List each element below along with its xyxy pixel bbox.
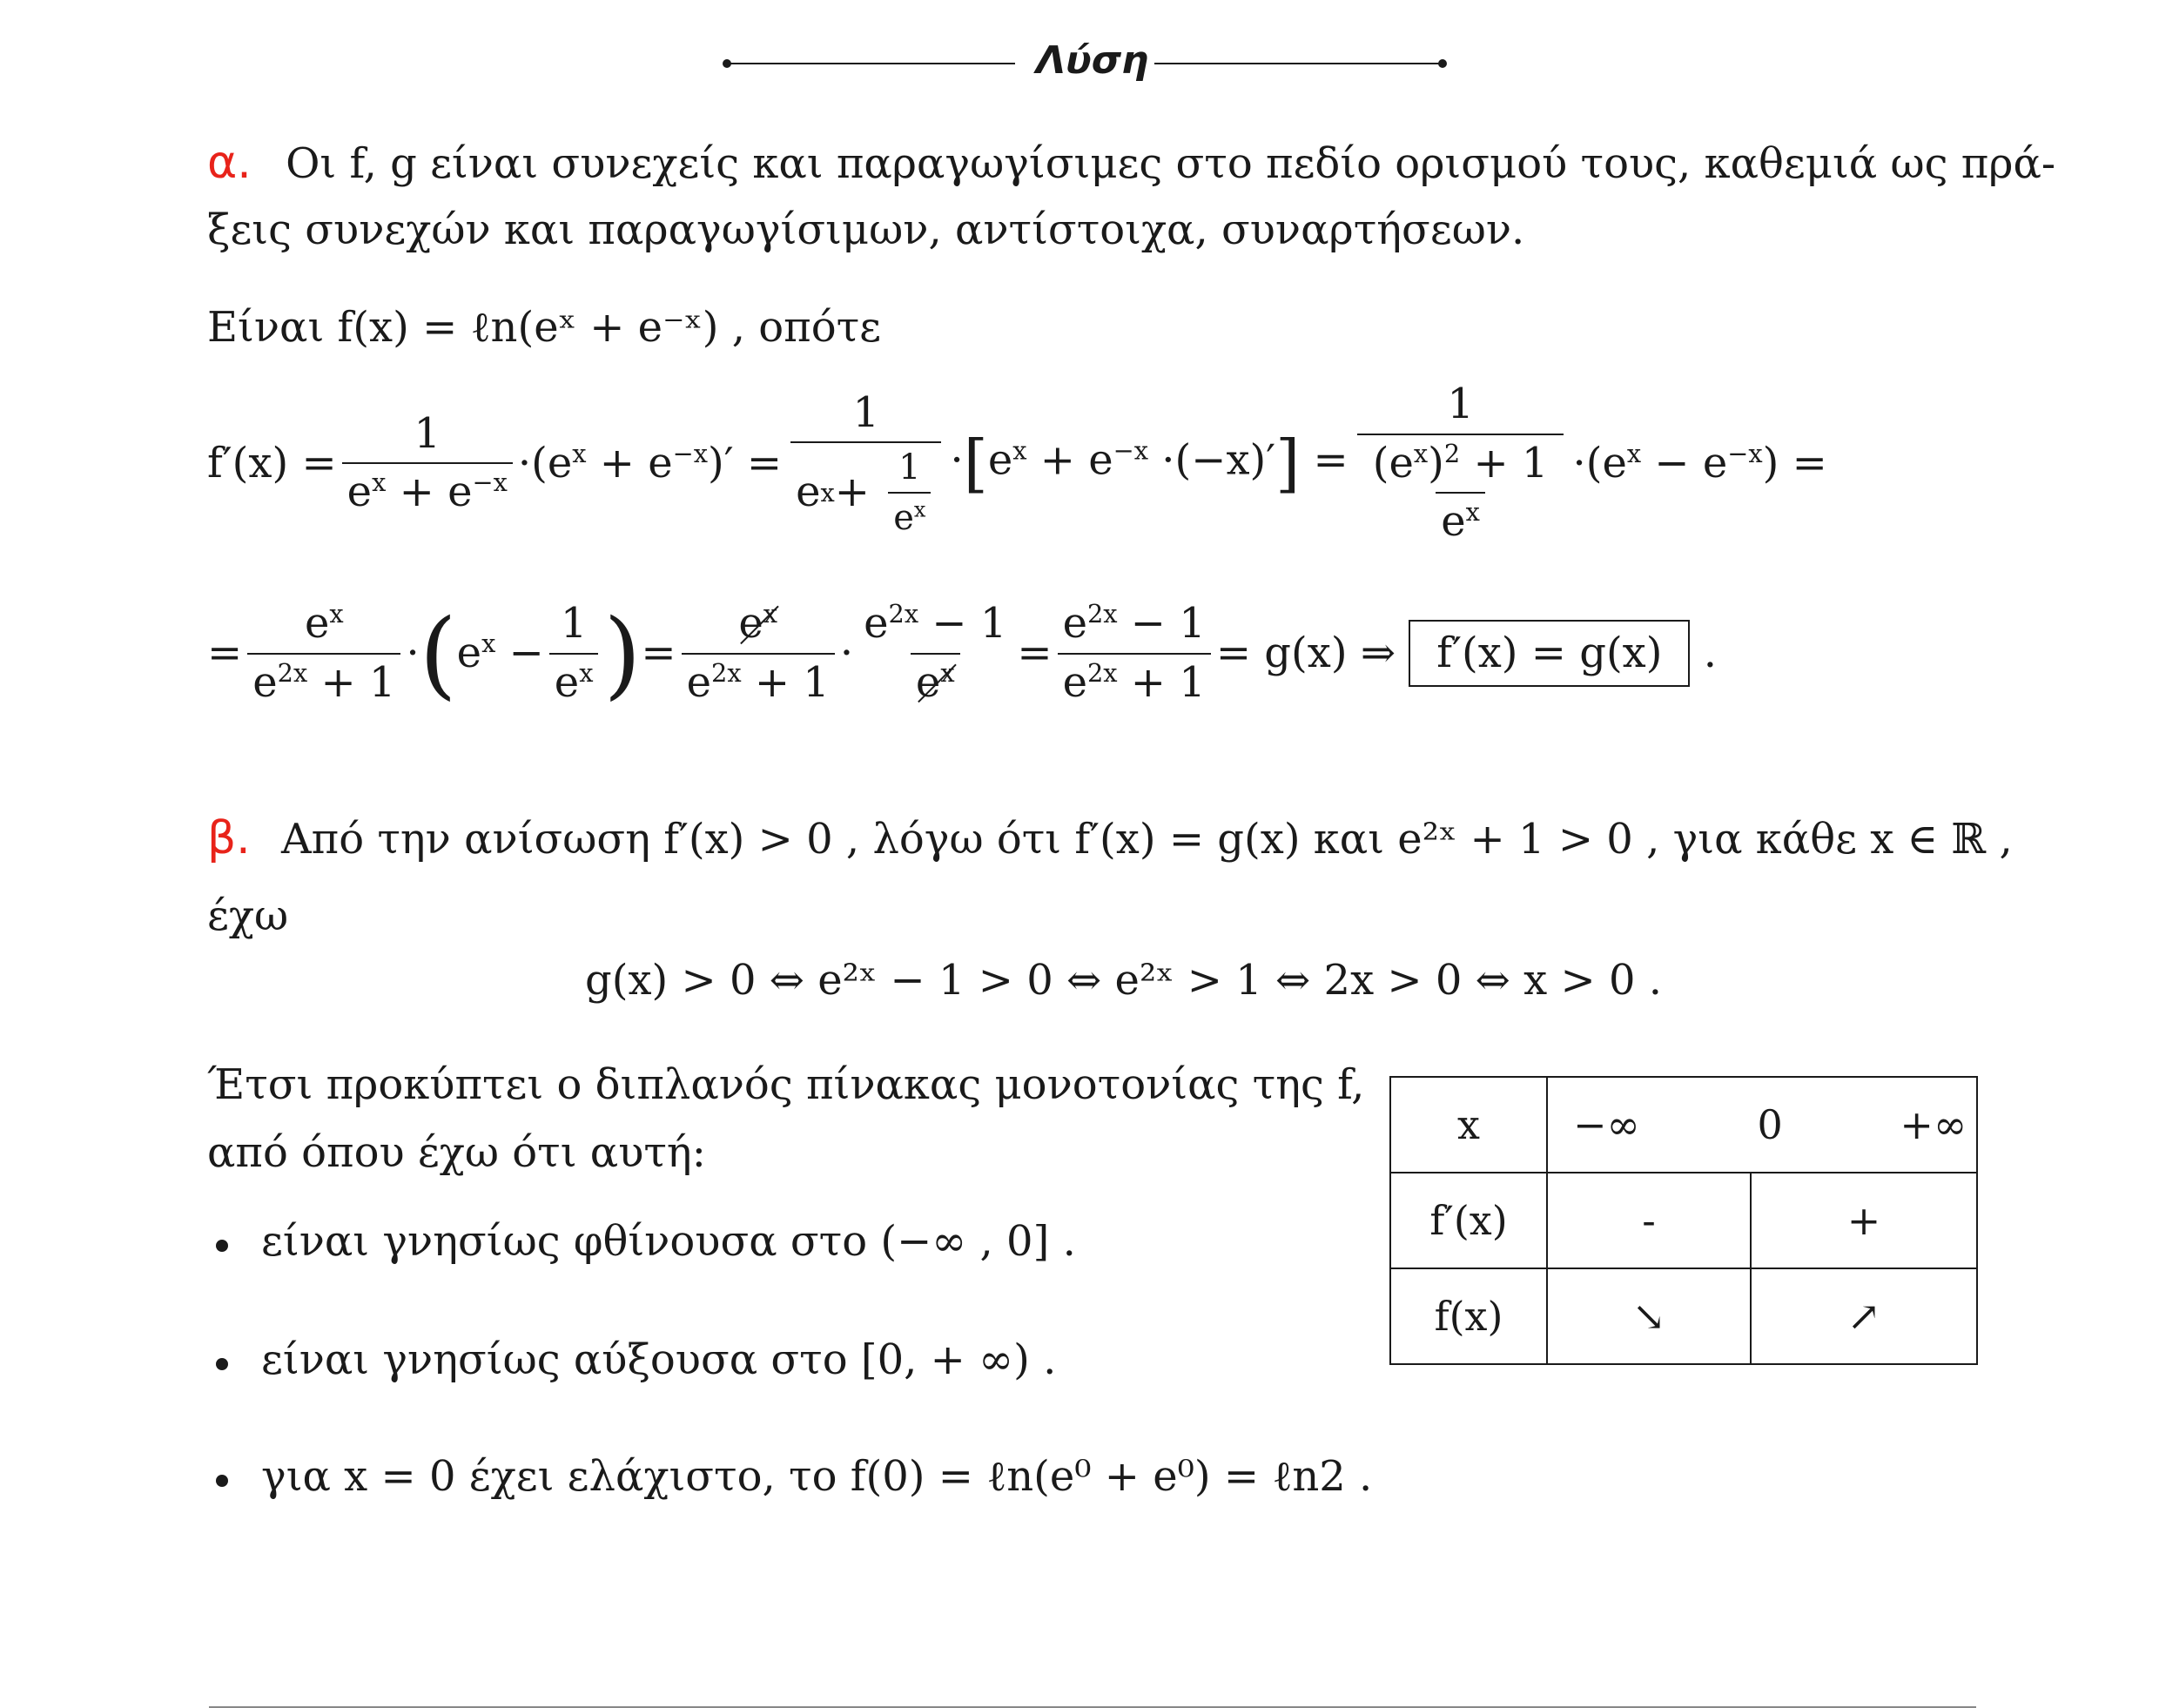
bullet-icon xyxy=(216,1475,228,1487)
table-cell-x-values xyxy=(1547,1077,1977,1173)
alpha-label: α. xyxy=(207,137,252,189)
bullet-minimum: για x = 0 έχει ελάχιστο, το f(0) = ℓn(e⁰ + e⁰) = ℓn2 . xyxy=(261,1452,1373,1501)
beta-paragraph-line1 xyxy=(207,811,2013,865)
table-cell-x-head: x xyxy=(1390,1077,1547,1173)
beta-label: β. xyxy=(207,812,251,864)
rule-right xyxy=(1154,63,1442,64)
table-row xyxy=(1390,1077,1977,1173)
bullet-increasing: είναι γνησίως αύξουσα στο [0, + ∞) . xyxy=(261,1335,1057,1384)
alpha-intro: Είναι f(x) = ℓn(eˣ + e⁻ˣ) , οπότε xyxy=(207,303,882,352)
table-row xyxy=(1390,1268,1977,1364)
table-cell-fprime-positive: + xyxy=(1751,1173,1977,1268)
table-cell-fprime-head: f′(x) xyxy=(1390,1173,1547,1268)
table-cell-fprime-negative: - xyxy=(1547,1173,1751,1268)
monotonicity-intro-line1: Έτσι προκύπτει ο διπλανός πίνακας μονοτονίας της f, xyxy=(207,1060,1365,1109)
increasing-arrow-icon: ↗ xyxy=(1751,1268,1977,1364)
x-minus-infinity: −∞ xyxy=(1573,1101,1640,1148)
solution-heading xyxy=(723,38,1445,91)
x-plus-infinity: +∞ xyxy=(1900,1101,1967,1148)
page-title: Λύση xyxy=(1036,38,1149,83)
beta-equivalence-chain: g(x) > 0 ⇔ e²ˣ − 1 > 0 ⇔ e²ˣ > 1 ⇔ 2x > 0 ⇔ x > 0 . xyxy=(585,956,1663,1005)
beta-text-line1: Από την ανίσωση f′(x) > 0 , λόγω ότι f′(x) = g(x) και e²ˣ + 1 > 0 , για κάθε x ∈ ℝ , xyxy=(280,815,2013,864)
alpha-text-line1: Οι f, g είναι συνεχείς και παραγωγίσιμες στο πεδίο ορισμού τους, καθεμιά ως πρά- xyxy=(286,139,2056,188)
x-zero: 0 xyxy=(1757,1101,1783,1148)
rule-left xyxy=(728,63,1015,64)
derivative-equation-2: = $\frac{e^x}{e^{2x} + 1}$ · ( $e^x$ − $\frac{1}{e^x}$ ) = $\frac{e^x}{e^{2x} + 1}$ · $\frac{e^{2x} - 1}{e^x}$ = $\frac{e^{2x} - 1}{e^{2x} + 1}$ = g(x) ⇒ f′(x) = g(x) . xyxy=(207,597,1717,709)
monotonicity-table xyxy=(1389,1076,1978,1365)
rule-right-dot xyxy=(1438,59,1447,68)
derivative-equation-1: f′(x) = $\frac{1}{e^x + e^{-x}}$ $\cdot(e^x + e^{-x})'$ = 1 e x + $\frac{1}{e^x}$ $\cdot[e^x + e^{-x} \cdot(-x)']$ = $\frac{1}{\frac{(e^x)^2 + 1}{e^x}}$ $\cdot(e^x - e^{-x})$ = xyxy=(207,380,1827,547)
alpha-text-line2: ξεις συνεχών και παραγωγίσιμων, αντίστοιχα, συναρτήσεων. xyxy=(207,205,1525,254)
bullet-icon xyxy=(216,1240,228,1252)
table-row xyxy=(1390,1173,1977,1268)
bullet-decreasing: είναι γνησίως φθίνουσα στο (−∞ , 0] . xyxy=(261,1217,1076,1266)
decreasing-arrow-icon: ↘ xyxy=(1547,1268,1751,1364)
bullet-icon xyxy=(216,1358,228,1370)
table-cell-f-head: f(x) xyxy=(1390,1268,1547,1364)
monotonicity-intro-line2: από όπου έχω ότι αυτή: xyxy=(207,1128,706,1177)
beta-text-line2: έχω xyxy=(207,891,289,940)
alpha-paragraph-line1 xyxy=(207,136,2055,190)
alpha-result-box: f′(x) = g(x) xyxy=(1409,620,1690,688)
